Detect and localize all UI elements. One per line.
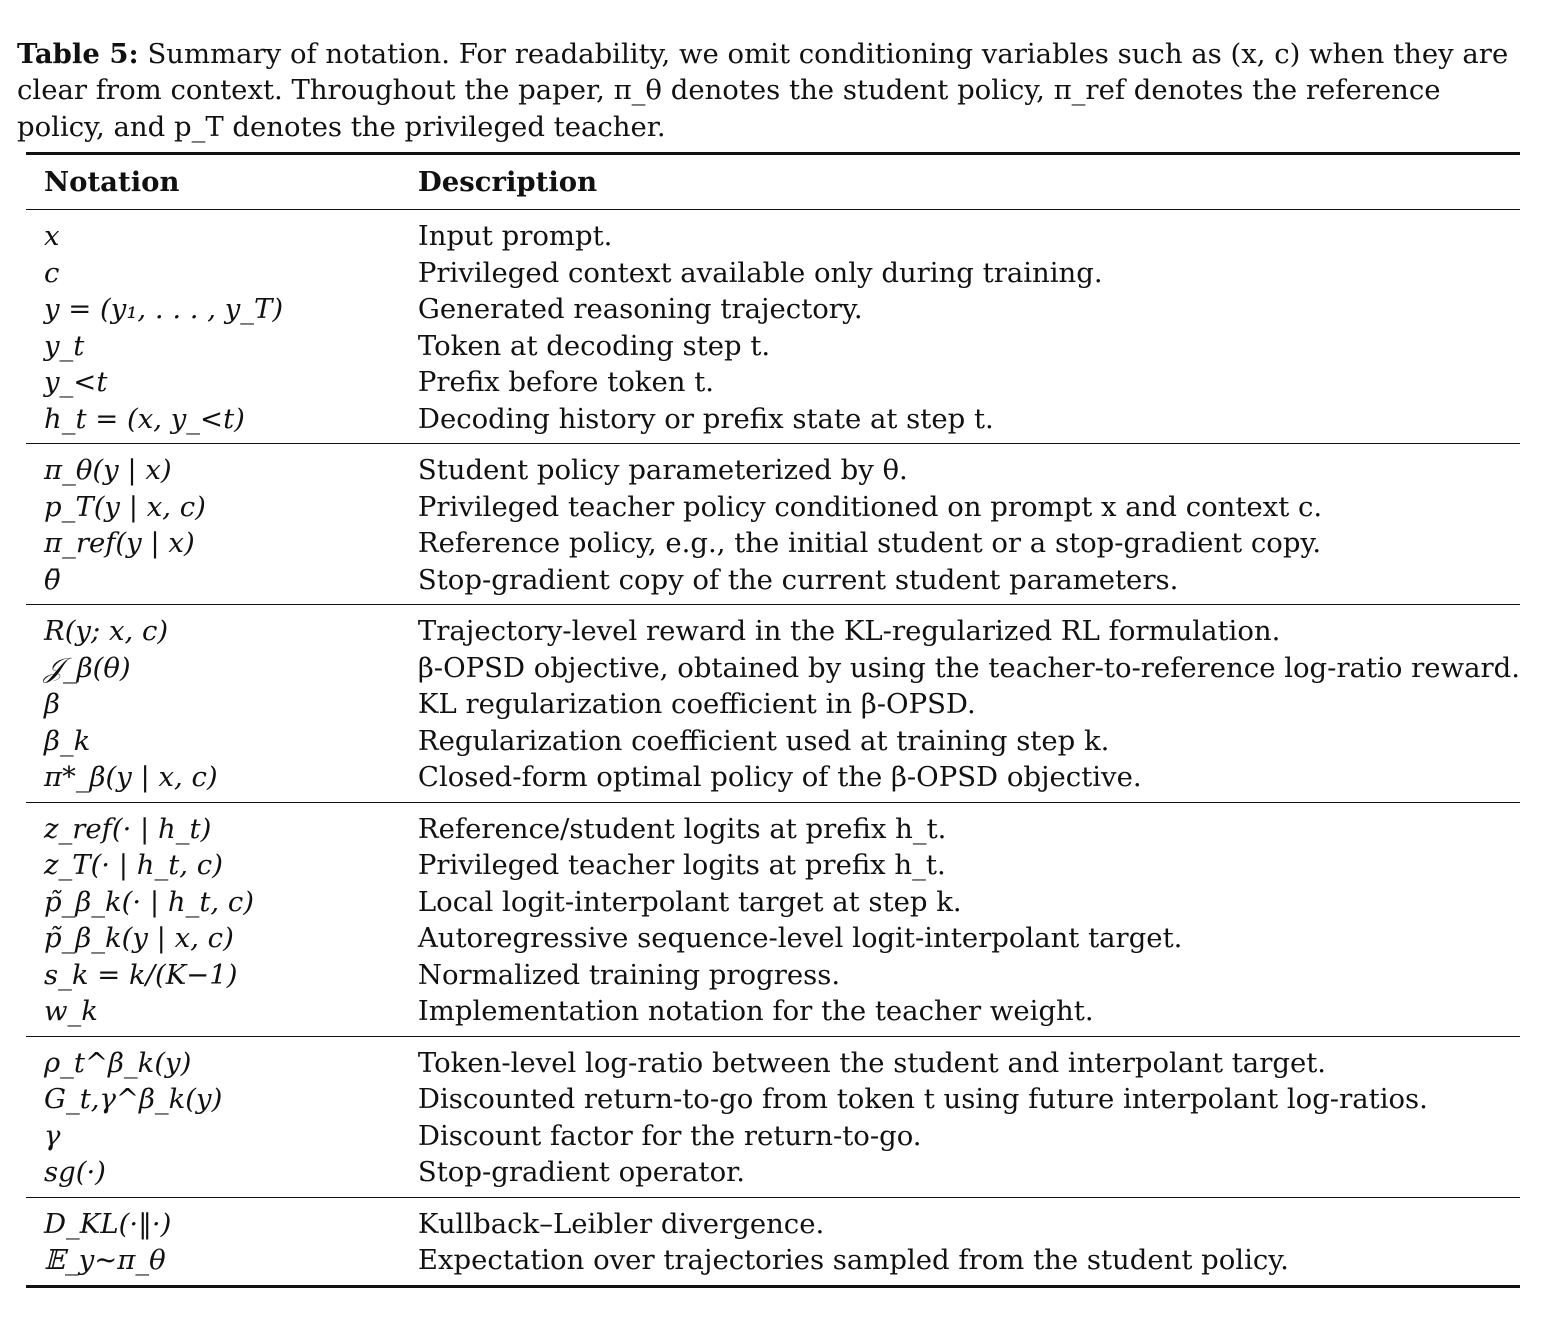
notation-symbol: R(y; x, c) <box>44 615 169 648</box>
notation-description: Generated reasoning trajectory. <box>417 293 863 326</box>
notation-symbol: D_KL(·‖·) <box>44 1207 172 1240</box>
header-notation: Notation <box>44 166 180 198</box>
table-row <box>26 957 1520 994</box>
notation-group <box>26 605 1520 803</box>
notation-description: Token at decoding step t. <box>417 329 771 362</box>
notation-symbol: x <box>44 220 60 253</box>
notation-description: KL regularization coefficient in β-OPSD. <box>417 688 976 721</box>
table-row <box>26 993 1520 1036</box>
table-row <box>26 255 1520 292</box>
notation-group <box>26 1197 1520 1286</box>
notation-group <box>26 802 1520 1036</box>
table-row <box>26 489 1520 526</box>
notation-symbol: sg(·) <box>44 1156 106 1189</box>
notation-group <box>26 210 1520 444</box>
notation-symbol: π*_β(y | x, c) <box>44 761 218 794</box>
notation-symbol: y_<t <box>44 366 108 399</box>
notation-symbol: 𝔼_y∼π_θ <box>44 1244 166 1277</box>
table-row <box>26 562 1520 605</box>
notation-symbol: s_k = k/(K−1) <box>44 958 238 991</box>
table-row <box>26 1197 1520 1242</box>
table-row <box>26 210 1520 255</box>
notation-symbol: β_k <box>44 724 91 757</box>
notation-description: Regularization coefficient used at training step k. <box>417 724 1110 757</box>
caption-label: Table 5: <box>17 37 139 70</box>
header-row <box>26 154 1520 210</box>
notation-description: Privileged teacher policy conditioned on prompt x and context c. <box>417 490 1323 523</box>
table-row <box>26 1036 1520 1081</box>
table-caption <box>17 36 1529 146</box>
notation-symbol: z_T(· | h_t, c) <box>44 849 223 882</box>
notation-symbol: w_k <box>44 995 98 1028</box>
table-row <box>26 1242 1520 1286</box>
notation-description: Input prompt. <box>417 220 613 253</box>
table-row <box>26 650 1520 687</box>
notation-symbol: β <box>44 688 60 721</box>
table-row <box>26 1118 1520 1155</box>
notation-description: Privileged context available only during training. <box>417 256 1103 289</box>
notation-symbol: y_t <box>44 329 85 362</box>
notation-description: Stop-gradient copy of the current student parameters. <box>417 563 1179 596</box>
notation-description: β-OPSD objective, obtained by using the teacher-to-reference log-ratio reward. <box>417 651 1520 684</box>
notation-description: Expectation over trajectories sampled from the student policy. <box>417 1244 1289 1277</box>
table-row <box>26 328 1520 365</box>
notation-symbol: c <box>44 256 60 289</box>
table-row <box>26 847 1520 884</box>
notation-description: Kullback–Leibler divergence. <box>417 1207 825 1240</box>
notation-symbol: p̃_β_k(y | x, c) <box>44 922 234 955</box>
table-row <box>26 291 1520 328</box>
header-description: Description <box>417 166 598 198</box>
notation-description: Implementation notation for the teacher weight. <box>417 995 1094 1028</box>
notation-description: Token-level log-ratio between the student and interpolant target. <box>417 1046 1327 1079</box>
notation-symbol: p_T(y | x, c) <box>44 490 206 523</box>
caption-text: Summary of notation. For readability, we omit conditioning variables such as (x, c) when they are clear from context. Throughout the paper, π_θ denotes the student policy, π_ref denotes the reference policy, and p_T denotes the privileged teacher. <box>17 37 1509 143</box>
notation-symbol: y = (y₁, . . . , y_T) <box>44 293 284 326</box>
notation-description: Reference policy, e.g., the initial student or a stop-gradient copy. <box>417 527 1322 560</box>
table-row <box>26 1081 1520 1118</box>
notation-description: Local logit-interpolant target at step k. <box>417 885 962 918</box>
notation-description: Autoregressive sequence-level logit-interpolant target. <box>417 922 1183 955</box>
notation-group <box>26 1036 1520 1197</box>
notation-description: Reference/student logits at prefix h_t. <box>417 812 947 845</box>
notation-description: Privileged teacher logits at prefix h_t. <box>417 849 946 882</box>
notation-description: Normalized training progress. <box>417 958 841 991</box>
notation-symbol: p̃_β_k(· | h_t, c) <box>44 885 255 918</box>
table-row <box>26 401 1520 444</box>
notation-symbol: z_ref(· | h_t) <box>44 812 212 845</box>
notation-description: Student policy parameterized by θ. <box>417 454 908 487</box>
notation-symbol: ρ_t^β_k(y) <box>44 1046 192 1079</box>
notation-description: Discount factor for the return-to-go. <box>417 1119 922 1152</box>
notation-description: Decoding history or prefix state at step t. <box>417 402 994 435</box>
notation-symbol: γ <box>44 1119 61 1152</box>
notation-description: Closed-form optimal policy of the β-OPSD objective. <box>417 761 1142 794</box>
table-row <box>26 920 1520 957</box>
table-row <box>26 605 1520 650</box>
notation-description: Trajectory-level reward in the KL-regularized RL formulation. <box>417 615 1281 648</box>
notation-symbol: π_θ(y | x) <box>44 454 172 487</box>
table-row <box>26 364 1520 401</box>
notation-description: Prefix before token t. <box>417 366 714 399</box>
notation-symbol: 𝒥_β(θ) <box>44 651 131 684</box>
notation-symbol: π_ref(y | x) <box>44 527 195 560</box>
notation-symbol: G_t,γ^β_k(y) <box>44 1083 223 1116</box>
table-row <box>26 525 1520 562</box>
table-row <box>26 1154 1520 1197</box>
table-row <box>26 884 1520 921</box>
notation-symbol: θ̄ <box>44 563 61 596</box>
notation-table <box>26 152 1520 1288</box>
notation-description: Stop-gradient operator. <box>417 1156 746 1189</box>
notation-group <box>26 444 1520 605</box>
table-row <box>26 723 1520 760</box>
notation-symbol: h_t = (x, y_<t) <box>44 402 245 435</box>
notation-description: Discounted return-to-go from token t using future interpolant log-ratios. <box>417 1083 1428 1116</box>
table-row <box>26 444 1520 489</box>
table-row <box>26 802 1520 847</box>
table-row <box>26 686 1520 723</box>
table-row <box>26 759 1520 802</box>
